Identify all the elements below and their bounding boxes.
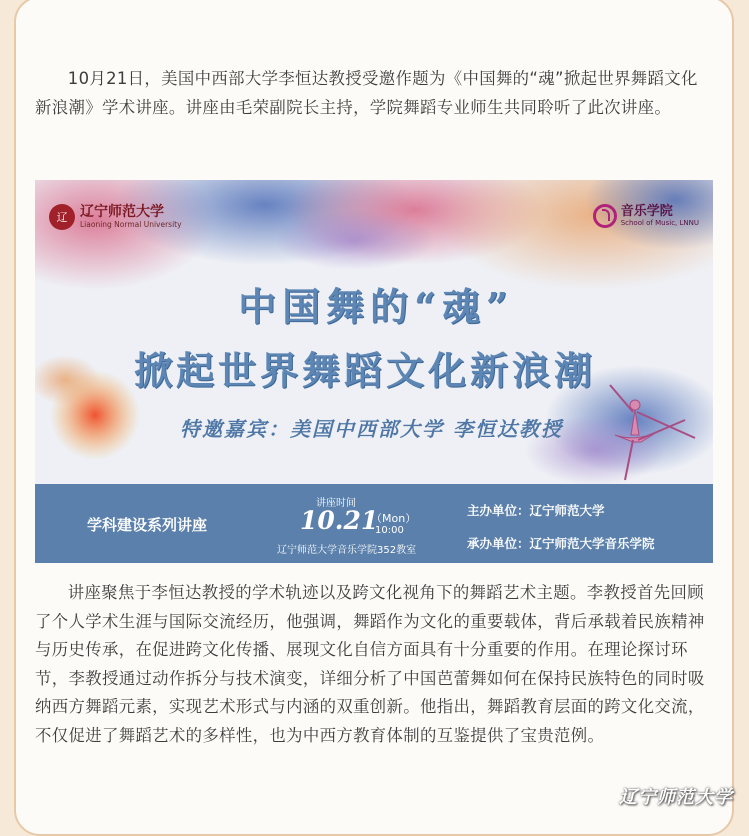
lecture-series: 学科建设系列讲座: [87, 516, 208, 534]
university-name-en: Liaoning Normal University: [80, 220, 182, 229]
body-paragraph: 讲座聚焦于李恒达教授的学术轨迹以及跨文化视角下的舞蹈艺术主题。李教授首先回顾了个人学术生涯与国际交流经历，他强调，舞蹈作为文化的重要载体，背后承载着民族精神与历史传承，在促进跨文化传播、展现文化自信方面具有十分重要的作用。在理论探讨环节，李教授通过动作拆分与技术演变，详细分析了中国芭蕾舞如何在保持民族特色的同时吸纳西方舞蹈元素，实现艺术形式与内涵的双重创新。他指出，舞蹈教育层面的跨文化交流，不仅促进了舞蹈艺术的多样性，也为中西方教育体制的互鉴提供了宝贵范例。: [35, 583, 705, 745]
university-seal-icon: 辽: [49, 204, 75, 230]
lecture-venue: 辽宁师范大学音乐学院352教室: [277, 545, 417, 556]
watermark: 辽宁师范大学: [619, 787, 733, 808]
lecture-weekday: （Mon）: [371, 512, 417, 525]
lecture-poster: [35, 180, 713, 563]
school-name-en: School of Music, LNNU: [620, 218, 699, 227]
music-note-icon: [593, 204, 617, 228]
lecture-time: 10:00: [375, 525, 404, 536]
school-name: 音乐学院: [620, 203, 673, 219]
poster-info-bar: [35, 484, 713, 563]
time-label: 讲座时间: [316, 498, 356, 509]
poster-guest: 特邀嘉宾：美国中西部大学 李恒达教授: [180, 417, 563, 441]
host-unit: 主办单位：辽宁师范大学: [467, 503, 605, 518]
poster-title-line2: 掀起世界舞蹈文化新浪潮: [133, 348, 596, 393]
university-name: 辽宁师范大学: [80, 204, 164, 220]
organizer-unit: 承办单位：辽宁师范大学音乐学院: [467, 536, 655, 551]
poster-title-line1: 中国舞的“魂”: [238, 284, 514, 329]
lecture-date: 10.21: [300, 506, 379, 535]
school-of-music-logo: [593, 204, 699, 228]
intro-paragraph: 10月21日，美国中西部大学李恒达教授受邀作题为《中国舞的“魂”掀起世界舞蹈文化新浪潮》学术讲座。讲座由毛荣副院长主持，学院舞蹈专业师生共同聆听了此次讲座。: [35, 69, 698, 117]
university-logo: [49, 204, 182, 230]
